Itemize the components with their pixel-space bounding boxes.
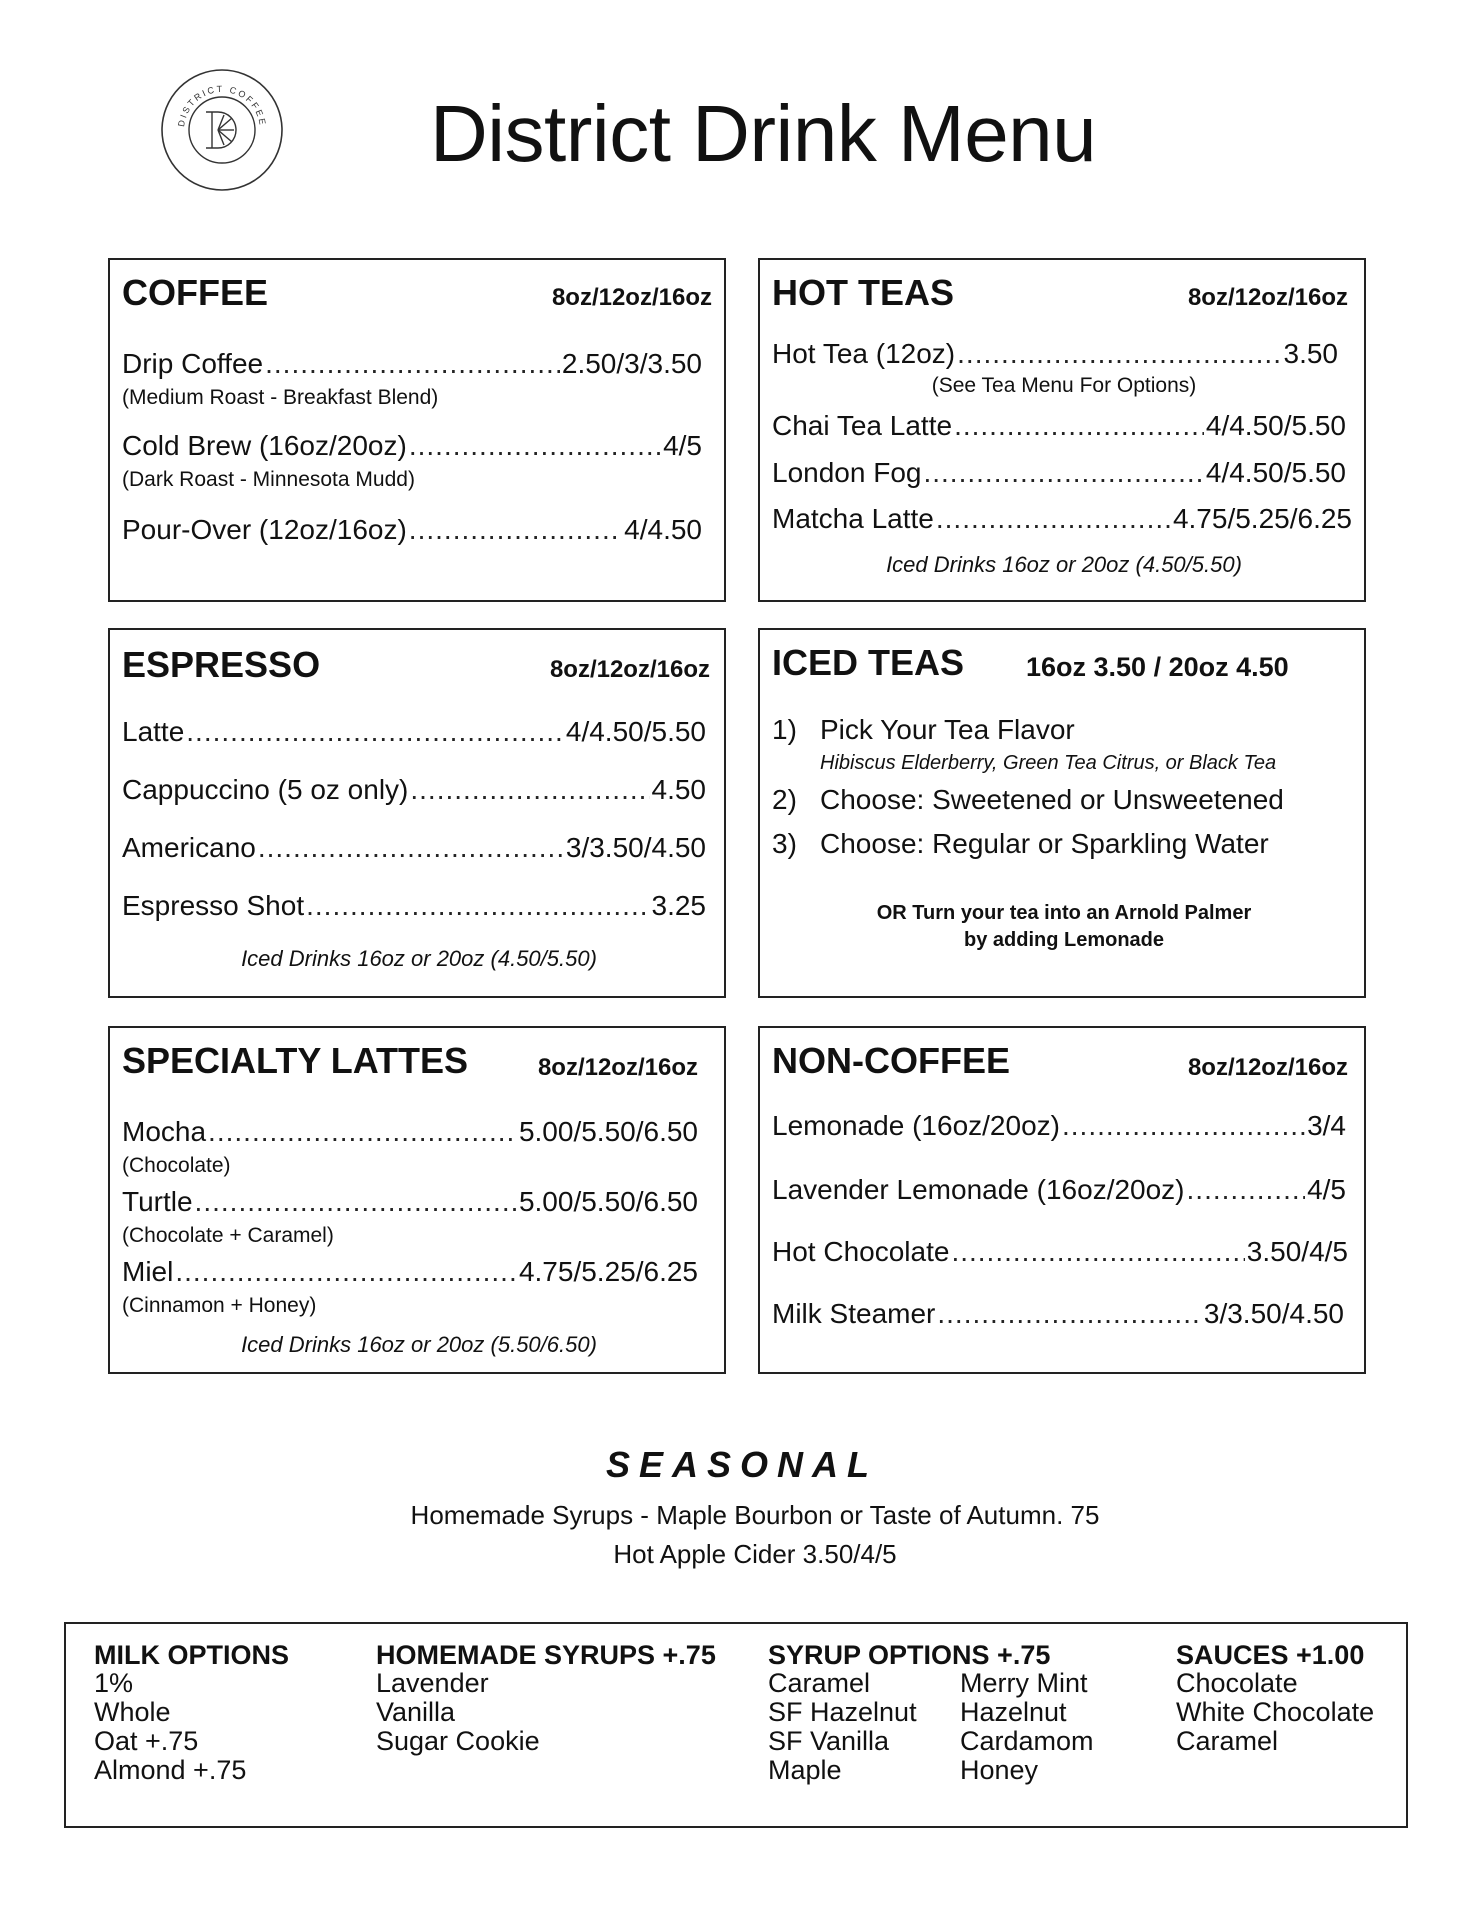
syrup-options-list-2: Merry Mint Hazelnut Cardamom Honey bbox=[960, 1668, 1094, 1785]
iced-drinks-note: Iced Drinks 16oz or 20oz (4.50/5.50) bbox=[886, 552, 1242, 577]
menu-item-cold-brew: Cold Brew (16oz/20oz) ..... 4/5 bbox=[122, 430, 702, 462]
hot-teas-title: HOT TEAS bbox=[772, 272, 955, 313]
iced-tea-step-1: 1) Pick Your Tea Flavor bbox=[772, 714, 1075, 745]
homemade-syrups-list: Lavender Vanilla Sugar Cookie bbox=[376, 1668, 540, 1756]
menu-item-cappuccino: Cappuccino (5 oz only) ..... 4.50 bbox=[122, 774, 706, 806]
page-title: District Drink Menu bbox=[430, 89, 1097, 178]
options-section bbox=[64, 1622, 1408, 1828]
item-note: (Cinnamon + Honey) bbox=[122, 1294, 317, 1317]
logo-text: DISTRICT COFFEE bbox=[176, 83, 268, 128]
item-note: (Chocolate) bbox=[122, 1154, 231, 1177]
seasonal-cider: Hot Apple Cider 3.50/4/5 bbox=[613, 1539, 897, 1569]
iced-teas-sizes: 16oz 3.50 / 20oz 4.50 bbox=[1026, 652, 1289, 682]
espresso-sizes: 8oz/12oz/16oz bbox=[549, 656, 710, 683]
sauces-title: SAUCES +1.00 bbox=[1176, 1640, 1365, 1670]
menu-item-espresso-shot: Espresso Shot ..... 3.25 bbox=[122, 890, 706, 922]
menu-item-lavender-lemonade: Lavender Lemonade (16oz/20oz) ..... 4/5 bbox=[772, 1174, 1346, 1206]
menu-item-turtle: Turtle ..... 5.00/5.50/6.50 bbox=[122, 1186, 698, 1218]
item-note: (Chocolate + Caramel) bbox=[122, 1224, 334, 1247]
seasonal-syrups: Homemade Syrups - Maple Bourbon or Taste of Autumn. 75 bbox=[410, 1500, 1100, 1530]
tea-flavors: Hibiscus Elderberry, Green Tea Citrus, or Black Tea bbox=[820, 752, 1277, 774]
milk-options-title: MILK OPTIONS bbox=[94, 1640, 289, 1670]
specialty-lattes-title: SPECIALTY LATTES bbox=[122, 1040, 469, 1081]
item-note: (Medium Roast - Breakfast Blend) bbox=[122, 386, 439, 409]
item-note: (See Tea Menu For Options) bbox=[931, 374, 1197, 397]
non-coffee-sizes: 8oz/12oz/16oz bbox=[1187, 1054, 1348, 1081]
iced-teas-section bbox=[758, 628, 1366, 998]
menu-item-americano: Americano ..... 3/3.50/4.50 bbox=[122, 832, 706, 864]
menu-item-drip-coffee: Drip Coffee ..... 2.50/3/3.50 bbox=[122, 348, 702, 380]
menu-item-lemonade: Lemonade (16oz/20oz) ..... 3/4 bbox=[772, 1110, 1346, 1142]
menu-item-london-fog: London Fog ..... 4/4.50/5.50 bbox=[772, 457, 1346, 489]
espresso-section bbox=[108, 628, 726, 998]
sauces-list: Chocolate White Chocolate Caramel bbox=[1176, 1668, 1375, 1756]
menu-item-milk-steamer: Milk Steamer ..... 3/3.50/4.50 bbox=[772, 1298, 1344, 1330]
coffee-sizes: 8oz/12oz/16oz bbox=[551, 284, 712, 311]
arnold-palmer-note: OR Turn your tea into an Arnold Palmer by adding Lemonade bbox=[876, 902, 1252, 951]
specialty-lattes-sizes: 8oz/12oz/16oz bbox=[537, 1054, 698, 1081]
iced-drinks-note: Iced Drinks 16oz or 20oz (5.50/6.50) bbox=[241, 1332, 597, 1357]
menu-item-miel: Miel ..... 4.75/5.25/6.25 bbox=[122, 1256, 698, 1288]
menu-item-chai-tea-latte: Chai Tea Latte ..... 4/4.50/5.50 bbox=[772, 410, 1346, 442]
iced-teas-title: ICED TEAS bbox=[772, 642, 965, 683]
menu-item-matcha-latte: Matcha Latte ..... 4.75/5.25/6.25 bbox=[772, 503, 1352, 535]
non-coffee-title: NON-COFFEE bbox=[772, 1040, 1010, 1081]
specialty-lattes-section bbox=[108, 1026, 726, 1374]
hot-teas-sizes: 8oz/12oz/16oz bbox=[1187, 284, 1348, 311]
district-coffee-logo bbox=[160, 68, 284, 192]
coffee-section bbox=[108, 258, 726, 602]
item-note: (Dark Roast - Minnesota Mudd) bbox=[122, 468, 415, 491]
syrup-options-title: SYRUP OPTIONS +.75 bbox=[768, 1640, 1051, 1670]
logo-letter: D bbox=[222, 136, 223, 137]
menu-item-hot-tea: Hot Tea (12oz) ..... 3.50 bbox=[772, 338, 1338, 370]
iced-tea-step-3: 3) Choose: Regular or Sparkling Water bbox=[772, 828, 1269, 859]
syrup-options-list-1: Caramel SF Hazelnut SF Vanilla Maple bbox=[768, 1668, 917, 1785]
milk-options-list: 1% Whole Oat +.75 Almond +.75 bbox=[94, 1668, 247, 1785]
iced-tea-step-2: 2) Choose: Sweetened or Unsweetened bbox=[772, 784, 1284, 815]
iced-drinks-note: Iced Drinks 16oz or 20oz (4.50/5.50) bbox=[241, 946, 597, 971]
seasonal-title: SEASONAL bbox=[605, 1444, 879, 1485]
menu-item-pour-over: Pour-Over (12oz/16oz) ..... 4/4.50 bbox=[122, 514, 702, 546]
hot-teas-section bbox=[758, 258, 1366, 602]
menu-item-mocha: Mocha ..... 5.00/5.50/6.50 bbox=[122, 1116, 698, 1148]
non-coffee-section bbox=[758, 1026, 1366, 1374]
espresso-title: ESPRESSO bbox=[122, 644, 321, 685]
homemade-syrups-title: HOMEMADE SYRUPS +.75 bbox=[376, 1640, 716, 1670]
coffee-title: COFFEE bbox=[122, 272, 269, 313]
menu-item-hot-chocolate: Hot Chocolate ..... 3.50/4/5 bbox=[772, 1236, 1348, 1268]
menu-item-latte: Latte ..... 4/4.50/5.50 bbox=[122, 716, 706, 748]
